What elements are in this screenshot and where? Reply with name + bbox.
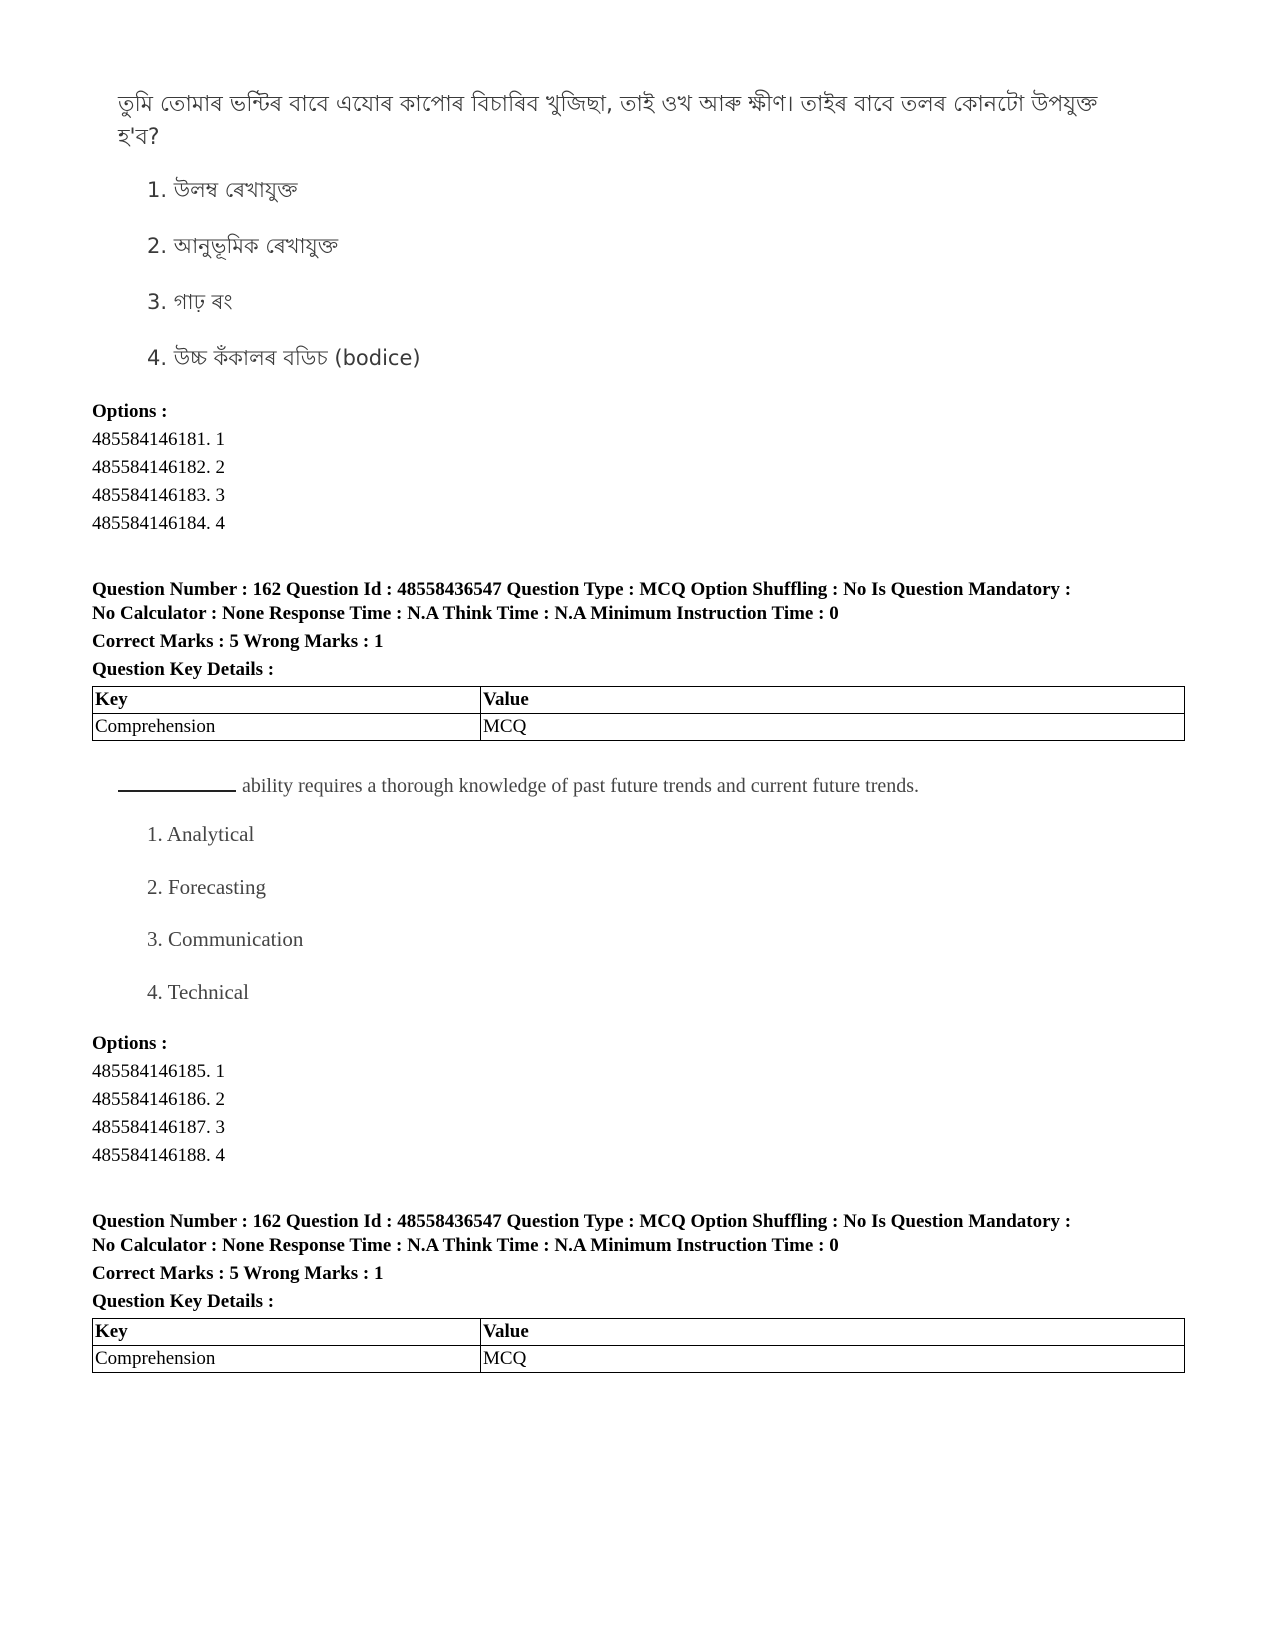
option-item: 485584146186. 2 [92, 1089, 225, 1110]
table-header-row [93, 1319, 1185, 1346]
choice-item: 3. গাঢ় ৰং [147, 290, 233, 314]
option-item: 485584146187. 3 [92, 1117, 225, 1138]
choice-item: 1. উলম্ব ৰেখাযুক্ত [147, 178, 298, 202]
table-cell-key: Comprehension [93, 1346, 481, 1373]
choice-item: 2. আনুভূমিক ৰেখাযুক্ত [147, 234, 339, 258]
marks-line: Correct Marks : 5 Wrong Marks : 1 [92, 631, 384, 652]
table-cell-value: MCQ [481, 1346, 1185, 1373]
choice-item: 2. Forecasting [147, 875, 266, 899]
key-details-table [92, 1318, 1185, 1373]
answer-blank [118, 772, 236, 792]
table-header-key: Key [93, 687, 481, 714]
choice-item: 3. Communication [147, 927, 304, 951]
question-meta [92, 1210, 1192, 1258]
table-row [93, 1346, 1185, 1373]
option-item: 485584146182. 2 [92, 457, 225, 478]
option-item: 485584146184. 4 [92, 513, 225, 534]
table-header-key: Key [93, 1319, 481, 1346]
meta-line-2: No Calculator : None Response Time : N.A Think Time : N.A Minimum Instruction Time : 0 [92, 1235, 839, 1256]
marks-line: Correct Marks : 5 Wrong Marks : 1 [92, 1263, 384, 1284]
meta-line-2: No Calculator : None Response Time : N.A Think Time : N.A Minimum Instruction Time : 0 [92, 603, 839, 624]
table-cell-key: Comprehension [93, 714, 481, 741]
key-details-label: Question Key Details : [92, 659, 275, 680]
question-image-english [118, 770, 1118, 803]
table-row [93, 714, 1185, 741]
options-label: Options : [92, 401, 168, 422]
choice-item: 1. Analytical [147, 822, 255, 846]
table-header-value: Value [481, 1319, 1185, 1346]
option-item: 485584146188. 4 [92, 1145, 225, 1166]
table-cell-value: MCQ [481, 714, 1185, 741]
question-meta [92, 578, 1192, 626]
table-header-row [93, 687, 1185, 714]
option-item: 485584146181. 1 [92, 429, 225, 450]
key-details-table [92, 686, 1185, 741]
question-text: তুমি তোমাৰ ভন্টিৰ বাবে এযোৰ কাপোৰ বিচাৰিব খুজিছা, তাই ওখ আৰু ক্ষীণ। তাইৰ বাবে তলৰ কোনটো উপযুক্ত হ'ব? [118, 92, 1098, 150]
choice-item: 4. Technical [147, 980, 249, 1004]
question-image-assamese [118, 88, 1118, 154]
option-item: 485584146185. 1 [92, 1061, 225, 1082]
key-details-label: Question Key Details : [92, 1291, 275, 1312]
meta-line-1: Question Number : 162 Question Id : 48558436547 Question Type : MCQ Option Shuffling : No Is Question Mandatory : [92, 1211, 1072, 1232]
choice-item: 4. উচ্চ কঁকালৰ বডিচ (bodice) [147, 346, 421, 370]
table-header-value: Value [481, 687, 1185, 714]
option-item: 485584146183. 3 [92, 485, 225, 506]
options-label: Options : [92, 1033, 168, 1054]
question-text: ability requires a thorough knowledge of past future trends and current future trends. [242, 775, 920, 797]
meta-line-1: Question Number : 162 Question Id : 48558436547 Question Type : MCQ Option Shuffling : No Is Question Mandatory : [92, 579, 1072, 600]
